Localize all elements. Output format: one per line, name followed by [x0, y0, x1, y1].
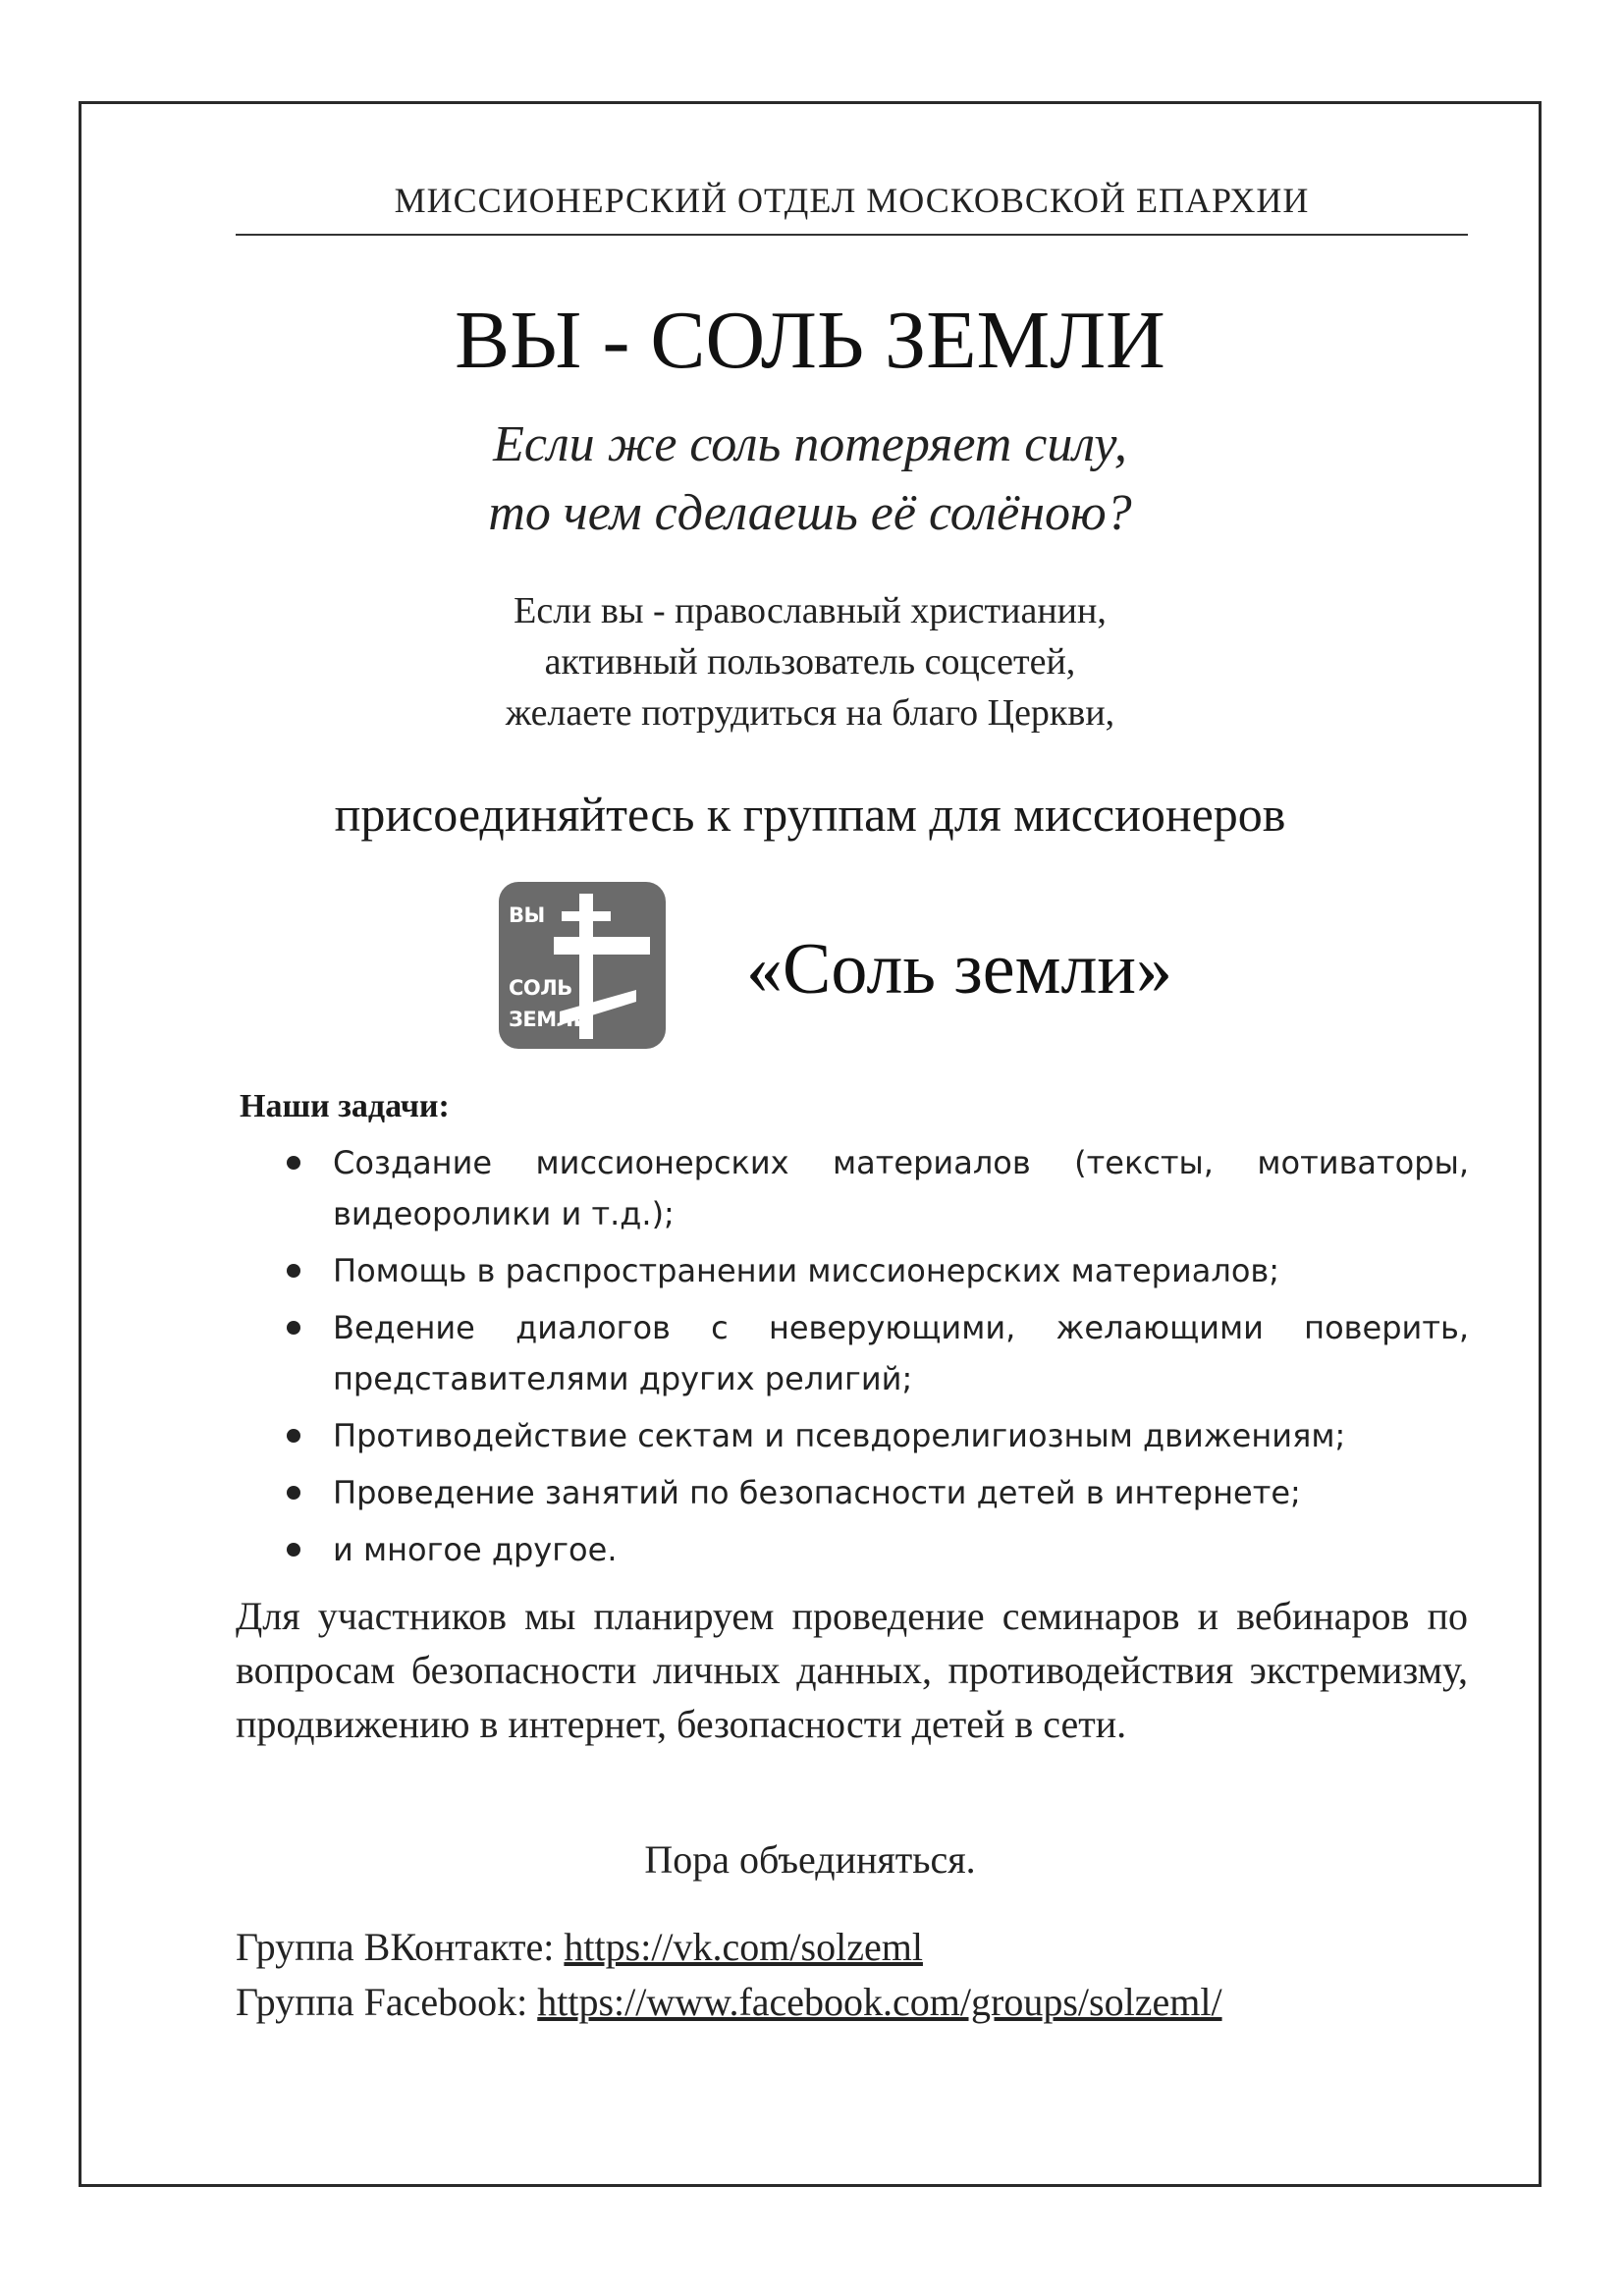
tasks-list	[240, 1137, 1469, 1581]
logo-word-2: СОЛЬ	[509, 976, 572, 1000]
list-item: и многое другое.	[240, 1524, 1469, 1575]
list-item: Проведение занятий по безопасности детей в интернете;	[240, 1467, 1469, 1518]
bullet-icon	[287, 1486, 300, 1500]
scripture-quote	[79, 410, 1542, 548]
intro-line-1: Если вы - православный христианин,	[514, 590, 1107, 631]
vk-link[interactable]: https://vk.com/solzeml	[564, 1925, 923, 1969]
group-logo	[499, 882, 666, 1049]
list-item: Помощь в распространении миссионерских материалов;	[240, 1245, 1469, 1296]
quote-line-1: Если же соль потеряет силу,	[493, 416, 1127, 472]
intro-line-2: активный пользователь соцсетей,	[544, 641, 1076, 683]
quote-line-2: то чем сделаешь её солёною?	[488, 485, 1132, 541]
bullet-icon	[287, 1543, 300, 1557]
fb-label: Группа Facebook:	[236, 1980, 538, 2024]
facebook-link[interactable]: https://www.facebook.com/groups/solzeml/	[537, 1980, 1222, 2024]
vk-link-row	[236, 1920, 1468, 1975]
call-to-action: Пора объединяться.	[644, 1837, 976, 1882]
list-item: Ведение диалогов с неверующими, желающими поверить, представителями других религий;	[240, 1302, 1469, 1404]
bullet-icon	[287, 1429, 300, 1443]
vk-label: Группа ВКонтакте:	[236, 1925, 565, 1969]
group-name: «Соль земли»	[746, 929, 1172, 1010]
intro-text	[79, 585, 1542, 738]
department-header: МИССИОНЕРСКИЙ ОТДЕЛ МОСКОВСКОЙ ЕПАРХИИ	[394, 181, 1310, 220]
bullet-icon	[287, 1264, 300, 1278]
list-item: Создание миссионерских материалов (тексты, мотиваторы, видеоролики и т.д.);	[240, 1137, 1469, 1239]
bullet-icon	[287, 1321, 300, 1335]
logo-word-3: ЗЕМЛИ	[509, 1008, 590, 1031]
list-item: Противодействие сектам и псевдорелигиозным движениям;	[240, 1410, 1469, 1461]
bullet-icon	[287, 1156, 300, 1170]
intro-line-3: желаете потрудиться на благо Церкви,	[505, 692, 1115, 734]
plan-paragraph: Для участников мы планируем проведение семинаров и вебинаров по вопросам безопасности личных данных, противодействия экстремизму, продвижению в интернет, безопасности детей в сети.	[236, 1594, 1468, 1746]
group-links	[236, 1920, 1468, 2030]
logo-word-1: ВЫ	[509, 903, 545, 927]
page-title: ВЫ - СОЛЬ ЗЕМЛИ	[455, 295, 1165, 386]
tasks-heading: Наши задачи:	[240, 1088, 450, 1124]
join-heading: присоединяйтесь к группам для миссионеров	[334, 787, 1286, 842]
header-divider	[236, 234, 1468, 236]
fb-link-row	[236, 1975, 1468, 2030]
